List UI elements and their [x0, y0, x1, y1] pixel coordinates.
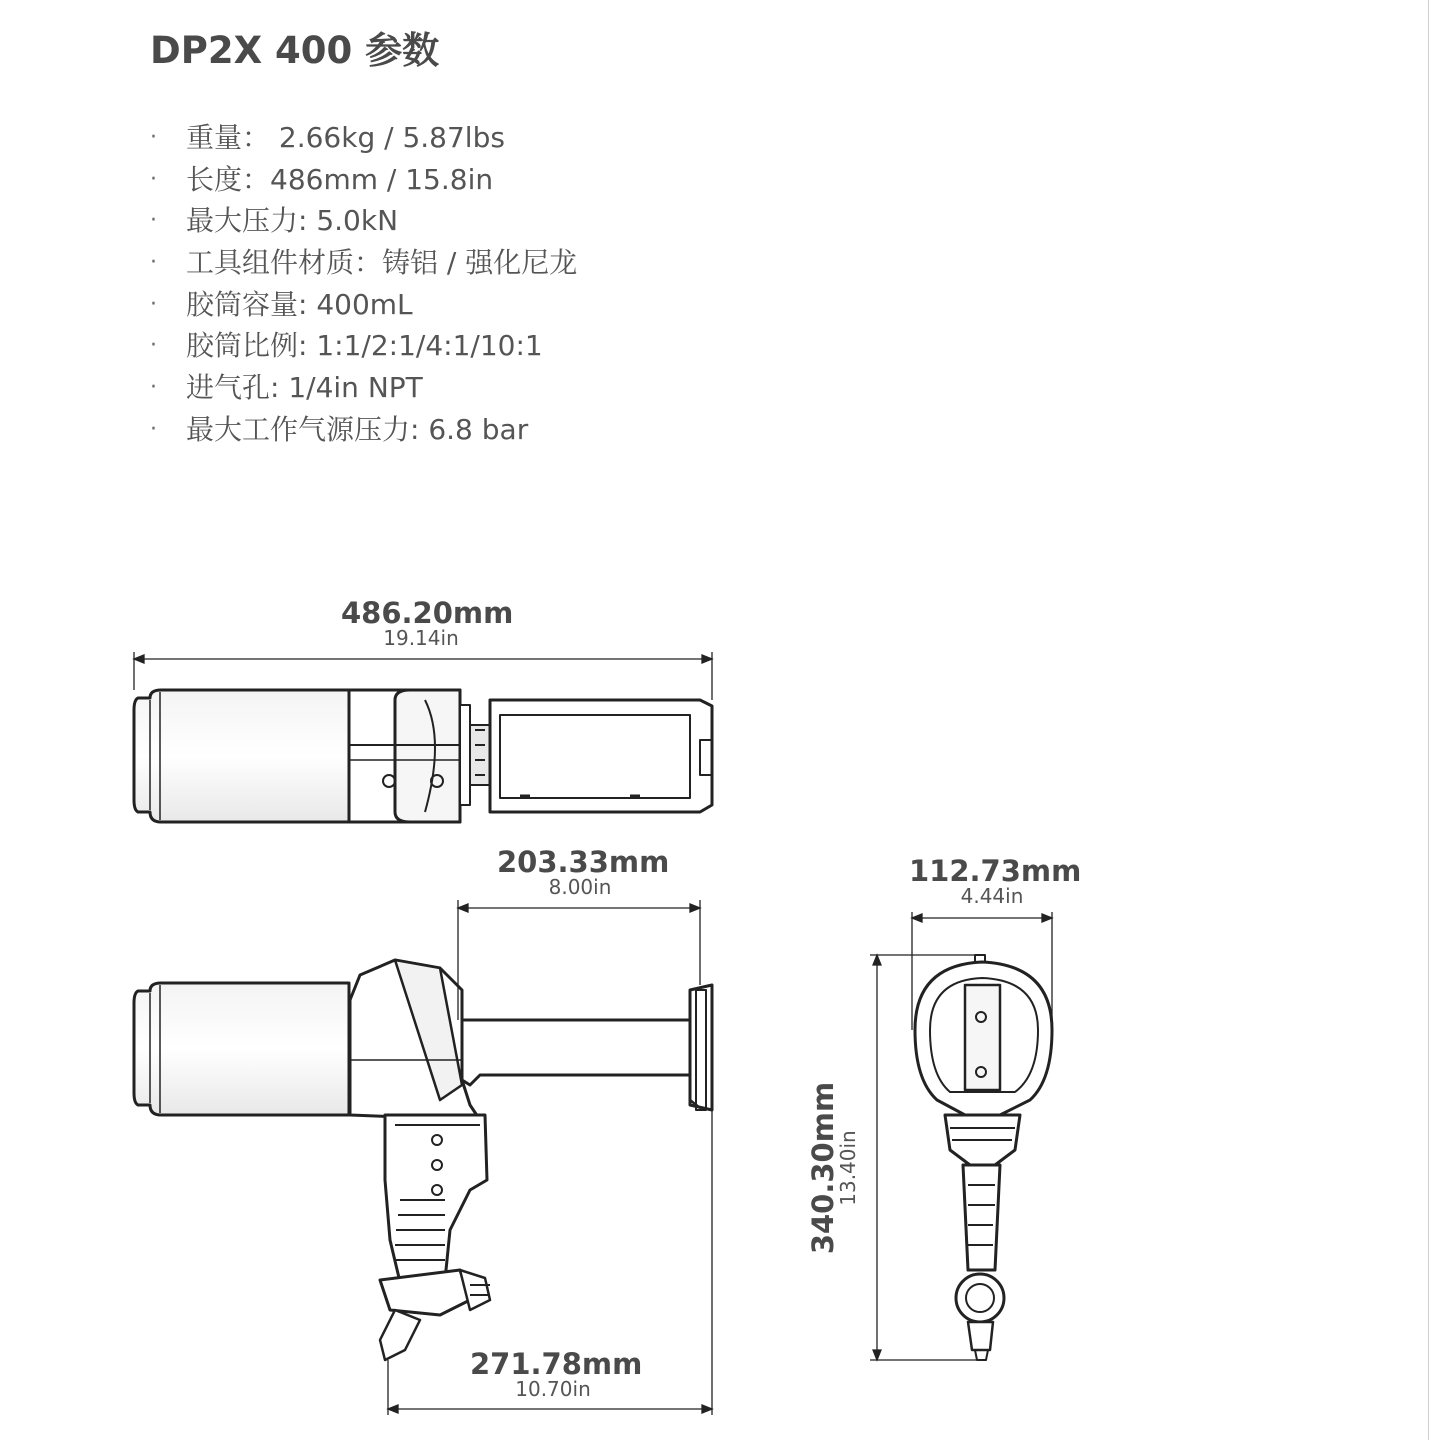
spec-item-capacity: · 胶筒容量: 400mL	[150, 284, 577, 326]
bullet: ·	[150, 333, 157, 359]
dim-label-rear-length	[497, 845, 670, 899]
spec-item-material: · 工具组件材质：铸铝 / 强化尼龙	[150, 242, 577, 284]
dim-inch: 8.00in	[548, 875, 612, 899]
dim-inch: 10.70in	[515, 1377, 591, 1401]
bullet: ·	[150, 250, 157, 276]
dim-label-bottom-length	[470, 1347, 643, 1401]
dim-inch: 13.40in	[836, 1130, 860, 1206]
spec-item-max-force: · 最大压力: 5.0kN	[150, 200, 577, 242]
dim-inch: 4.44in	[960, 884, 1024, 908]
dim-mm: 112.73mm	[909, 854, 1082, 888]
spec-item-ratio: · 胶筒比例: 1:1/2:1/4:1/10:1	[150, 325, 577, 367]
side-view-gun	[134, 960, 712, 1360]
bullet: ·	[150, 375, 157, 401]
bullet: ·	[150, 291, 157, 317]
spec-item-weight: · 重量： 2.66kg / 5.87lbs	[150, 117, 577, 159]
dim-mm: 486.20mm	[341, 596, 514, 630]
dim-mm: 271.78mm	[470, 1347, 643, 1381]
top-view-gun	[134, 690, 712, 822]
dim-inch: 19.14in	[383, 626, 459, 650]
bullet: ·	[150, 416, 157, 442]
bullet: ·	[150, 166, 157, 192]
bullet: ·	[150, 208, 157, 234]
dim-label-height	[808, 1008, 868, 1328]
dim-line-rear-length	[458, 900, 700, 1020]
bullet: ·	[150, 125, 157, 150]
spec-item-length: · 长度：486mm / 15.8in	[150, 159, 577, 201]
spec-item-air-pressure: · 最大工作气源压力: 6.8 bar	[150, 409, 577, 451]
dim-mm: 340.30mm	[806, 1081, 840, 1255]
page-title: DP2X 400 参数	[150, 29, 440, 72]
dim-label-width	[909, 854, 1082, 908]
dim-mm: 203.33mm	[497, 845, 670, 879]
front-view-gun	[915, 955, 1052, 1360]
dim-label-overall-length	[341, 596, 514, 650]
spec-item-air-inlet: · 进气孔: 1/4in NPT	[150, 367, 577, 409]
